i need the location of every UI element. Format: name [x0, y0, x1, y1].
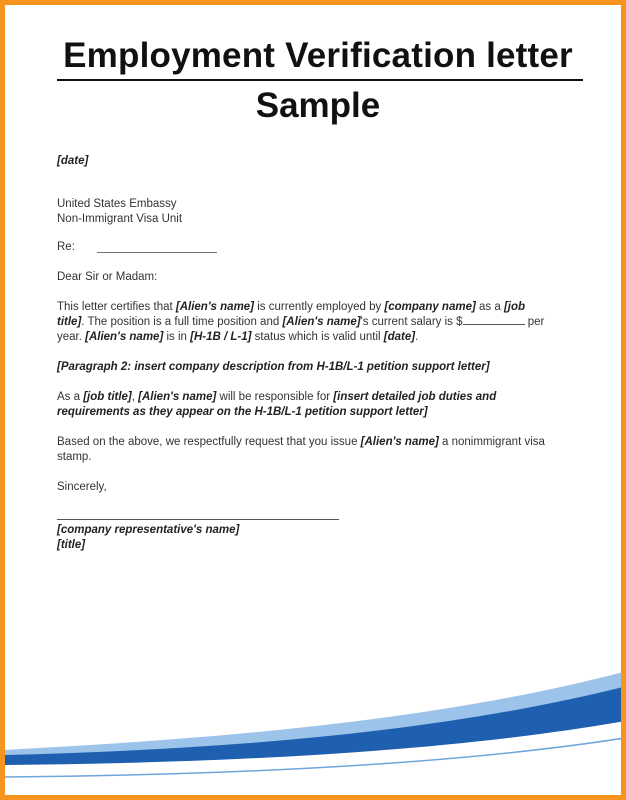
p3-text: will be responsible for: [216, 391, 334, 403]
p1-text: per: [524, 316, 545, 328]
title-underline: [57, 79, 583, 81]
p1-text: status which is valid until: [251, 331, 384, 343]
company-name-field: [company name]: [384, 301, 476, 313]
alien-name-field: [Alien's name]: [360, 436, 439, 448]
closing: Sincerely,: [57, 481, 107, 493]
salutation: Dear Sir or Madam:: [57, 271, 158, 283]
alien-name-field: [Alien's name]: [175, 301, 255, 313]
paragraph-4-line-1: [57, 435, 545, 450]
signature-title: [title]: [57, 539, 86, 551]
paragraph-3-line-1: [57, 390, 496, 405]
salary-blank: [463, 324, 525, 325]
paragraph-1-line-1: [57, 300, 525, 315]
paragraph-3-line-2: requirements as they appear on the H-1B/L-1 petition support letter]: [57, 406, 428, 418]
address-line-1: United States Embassy: [57, 198, 177, 210]
visa-type-field: [H-1B / L-1]: [190, 331, 252, 343]
p4-text: a nonimmigrant visa: [438, 436, 545, 448]
paragraph-2: [Paragraph 2: insert company description from H-1B/L-1 petition support letter]: [57, 361, 490, 373]
duties-field: [insert detailed job duties and: [333, 391, 497, 403]
p1-text: as a: [475, 301, 504, 313]
re-label: Re:: [57, 241, 75, 253]
page-subtitle: Sample: [255, 86, 381, 125]
alien-name-field: [Alien's name]: [85, 331, 164, 343]
p1-text: This letter certifies that: [57, 301, 176, 313]
p4-text: Based on the above, we respectfully request that you issue: [57, 436, 361, 448]
date-field: [date]: [383, 331, 416, 343]
job-title-field: [job: [503, 301, 526, 313]
job-title-field: [job title]: [83, 391, 132, 403]
p1-text: is in: [163, 331, 191, 343]
p1-text: 's current salary is $: [360, 316, 463, 328]
p1-text: .: [415, 331, 419, 343]
letter-date: [date]: [57, 155, 89, 167]
p1-text: year.: [57, 331, 86, 343]
paragraph-1-line-3: [57, 330, 418, 345]
job-title-field: title]: [57, 316, 82, 328]
signature-line: [57, 519, 339, 520]
p3-text: ,: [131, 391, 139, 403]
p1-text: is currently employed by: [254, 301, 385, 313]
alien-name-field: [Alien's name]: [138, 391, 217, 403]
page-title: Employment Verification letter: [63, 36, 573, 75]
p1-text: . The position is a full time position and: [81, 316, 283, 328]
alien-name-field: [Alien's name]: [282, 316, 361, 328]
decorative-wave: [5, 665, 626, 800]
paragraph-1-line-2: [57, 315, 544, 330]
re-blank-line: [97, 252, 217, 253]
signature-name: [company representative's name]: [57, 524, 240, 536]
paragraph-4-line-2: stamp.: [57, 451, 92, 463]
p3-text: As a: [57, 391, 84, 403]
address-line-2: Non-Immigrant Visa Unit: [57, 213, 183, 225]
